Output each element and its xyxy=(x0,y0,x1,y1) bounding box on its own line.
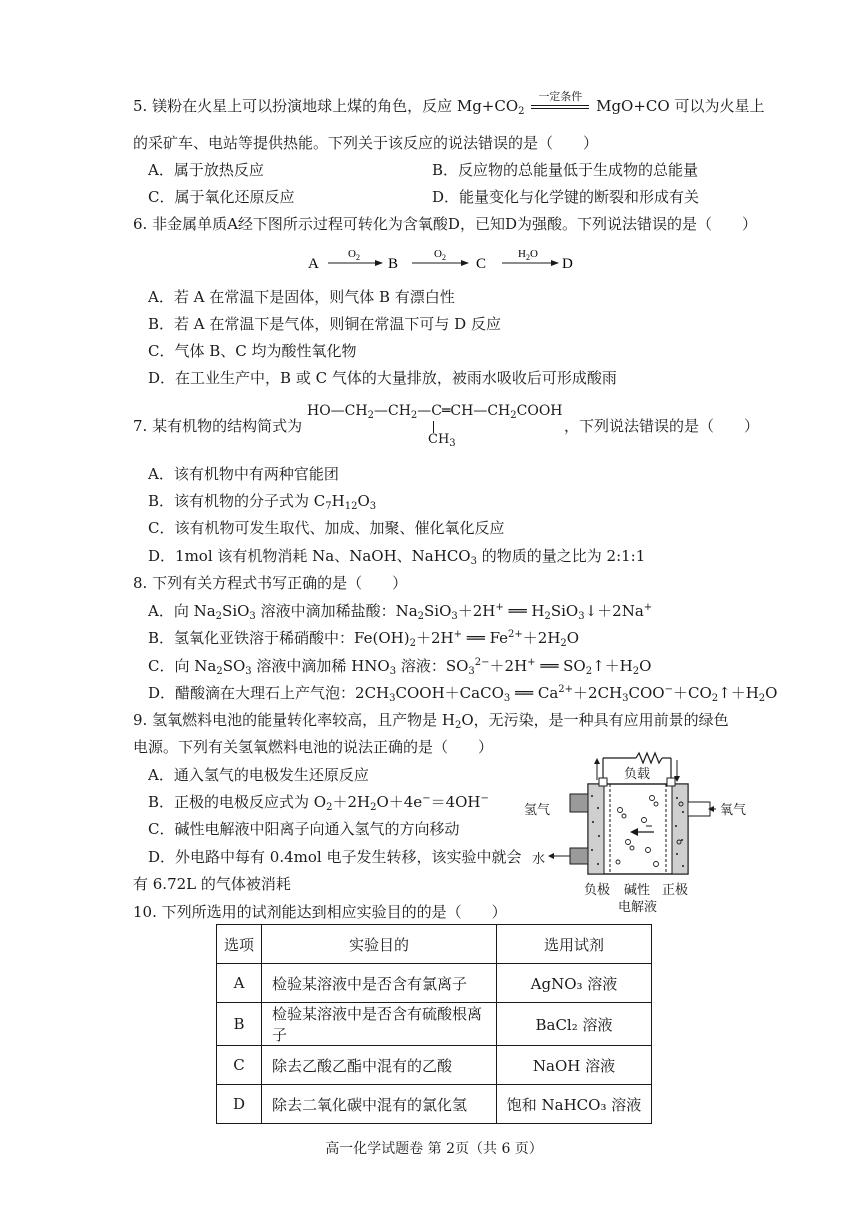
q5-line2: 的采矿车、电站等提供热能。下列关于该反应的说法错误的是（ ） xyxy=(133,134,599,152)
scheme-B: B xyxy=(388,256,399,272)
cell-option: A xyxy=(217,964,262,1003)
cell-option: C xyxy=(217,1046,262,1085)
q6-stem: 6. 非金属单质A经下图所示过程可转化为含氧酸D，已知D为强酸。下列说法错误的是（ ） xyxy=(133,215,757,233)
q5-option-d: D．能量变化与化学键的断裂和形成有关 xyxy=(432,188,700,206)
cell-option: B xyxy=(217,1003,262,1046)
cell-reagent: AgNO₃ 溶液 xyxy=(497,964,652,1003)
load-label: 负载 xyxy=(624,767,651,782)
q5-option-a: A．属于放热反应 xyxy=(148,161,264,179)
q10-stem: 10. 下列所选用的试剂能达到相应实验目的的是（ ） xyxy=(133,903,507,921)
q7-option-c: C．该有机物可发生取代、加成、加聚、催化氧化反应 xyxy=(148,519,505,537)
cell-option: D xyxy=(217,1085,262,1124)
water-label: 水 xyxy=(532,852,546,867)
positive-electrode-label: 正极 xyxy=(662,883,689,898)
q9-stem-1: 9. 氢氧燃料电池的能量转化率较高，且产物是 $H_2O$，无污染，是一种具有应用前景的绿色 xyxy=(133,711,729,731)
fuel-cell-diagram xyxy=(520,746,756,916)
q6-option-d: D．在工业生产中，B 或 C 气体的大量排放，被雨水吸收后可形成酸雨 xyxy=(148,369,617,387)
electrolyte-label-2: 电解液 xyxy=(618,900,658,915)
q7-stem-b: ，下列说法错误的是（ ） xyxy=(564,417,760,435)
reaction-condition-arrow xyxy=(529,90,591,117)
q9-option-d-line1: D．外电路中每有 0.4mol 电子发生转移，该实验中就会 xyxy=(148,848,522,866)
q5-text-a: 5. 镁粉在火星上可以扮演地球上煤的角色，反应 Mg+CO xyxy=(133,97,519,115)
q5-option-c: C．属于氧化还原反应 xyxy=(148,188,295,206)
table-row xyxy=(217,1046,652,1085)
cell-aim: 检验某溶液中是否含有氯离子 xyxy=(262,964,497,1003)
q6-option-c: C．气体 B、C 均为酸性氧化物 xyxy=(148,342,357,360)
svg-text:O2: $O_2$ xyxy=(348,248,360,262)
cell-aim: 除去二氧化碳中混有的氯化氢 xyxy=(262,1085,497,1124)
q7-structure: $HO—CH_2—CH_2—C═CH—CH_2COOH$ xyxy=(307,403,563,421)
q9-option-a: A．通入氢气的电极发生还原反应 xyxy=(148,766,369,784)
q9-stem-2: 电源。下列有关氢氧燃料电池的说法正确的是（ ） xyxy=(133,738,494,756)
page-footer: 高一化学试题卷 第 2页（共 6 页） xyxy=(325,1141,543,1157)
q6-option-b: B．若 A 在常温下是气体，则铜在常温下可与 D 反应 xyxy=(148,315,501,333)
q8-stem: 8. 下列有关方程式书写正确的是（ ） xyxy=(133,574,408,592)
oxygen-label: 氧气 xyxy=(720,803,747,818)
q9-option-c: C．碱性电解液中阳离子向通入氢气的方向移动 xyxy=(148,820,460,838)
svg-text:H2O: $H_2O$ xyxy=(518,248,538,262)
q7-option-a: A．该有机物中有两种官能团 xyxy=(148,465,339,483)
cell-aim: 除去乙酸乙酯中混有的乙酸 xyxy=(262,1046,497,1085)
hydrogen-label: 氢气 xyxy=(524,803,551,818)
q9-option-d-line2: 有 6.72L 的气体被消耗 xyxy=(133,875,291,893)
q7-option-b: B．该有机物的分子式为 $C_7H_{12}O_3$ xyxy=(148,492,377,512)
q9-option-b: B．正极的电极反应式为 $O_2+2H_2O+4e^-=4OH^-$ xyxy=(148,793,489,813)
cell-reagent: NaOH 溶液 xyxy=(497,1046,652,1085)
q10-table xyxy=(216,924,652,1124)
header-option: 选项 xyxy=(217,925,262,964)
q8-option-a: A．向 $Na_2SiO_3$ 溶液中滴加稀盐酸：$Na_2SiO_3+2H^+$ ══ $H_2SiO_3↓+2Na^+$ xyxy=(148,602,653,622)
table-row xyxy=(217,1003,652,1046)
q5-option-b: B．反应物的总能量低于生成物的总能量 xyxy=(432,161,699,179)
q6-option-a: A．若 A 在常温下是固体，则气体 B 有漂白性 xyxy=(148,288,455,306)
header-reagent: 选用试剂 xyxy=(497,925,652,964)
table-header-row xyxy=(217,925,652,964)
scheme-D: D xyxy=(562,256,573,272)
q8-option-d: D．醋酸滴在大理石上产气泡：$2CH_3COOH+CaCO_3$ ══ $Ca^{2+}+2CH_3COO^-+CO_2↑+H_2O$ xyxy=(148,684,778,704)
electrolyte-label-1: 碱性 xyxy=(624,883,651,898)
negative-electrode-label: 负极 xyxy=(584,883,611,898)
q7-branch-methyl: $CH_3$ xyxy=(428,432,456,449)
q7-option-d: D．1mol 该有机物消耗 Na、NaOH、NaHCO$_3$ 的物质的量之比为 2:1:1 xyxy=(148,547,646,567)
reaction-condition-label: 一定条件 xyxy=(538,90,583,103)
table-row xyxy=(217,964,652,1003)
header-aim: 实验目的 xyxy=(262,925,497,964)
cell-reagent: 饱和 NaHCO₃ 溶液 xyxy=(497,1085,652,1124)
q5-text-b: MgO+CO 可以为火星上 xyxy=(596,97,765,115)
q5-line1: 5. 镁粉在火星上可以扮演地球上煤的角色，反应 $Mg+CO_2$ 一定条件 MgO+CO 可以为火星上 xyxy=(133,96,764,117)
q7-stem-a: 7. 某有机物的结构简式为 xyxy=(133,417,303,435)
table-row xyxy=(217,1085,652,1124)
svg-text:O2: $O_2$ xyxy=(434,248,446,262)
q8-option-b: B．氢氧化亚铁溶于稀硝酸中：$Fe(OH)_2+2H^+$ ══ $Fe^{2+}+2H_2O$ xyxy=(148,629,580,649)
cell-reagent: BaCl₂ 溶液 xyxy=(497,1003,652,1046)
q6-reaction-scheme xyxy=(300,242,590,276)
q8-option-c: C．向 $Na_2SO_3$ 溶液中滴加稀 $HNO_3$ 溶液：$SO_3^{2-}+2H^+$ ══ $SO_2↑+H_2O$ xyxy=(148,657,652,677)
scheme-A: A xyxy=(308,256,319,272)
scheme-C: C xyxy=(476,256,487,272)
cell-aim: 检验某溶液中是否含有硫酸根离子 xyxy=(262,1003,497,1046)
